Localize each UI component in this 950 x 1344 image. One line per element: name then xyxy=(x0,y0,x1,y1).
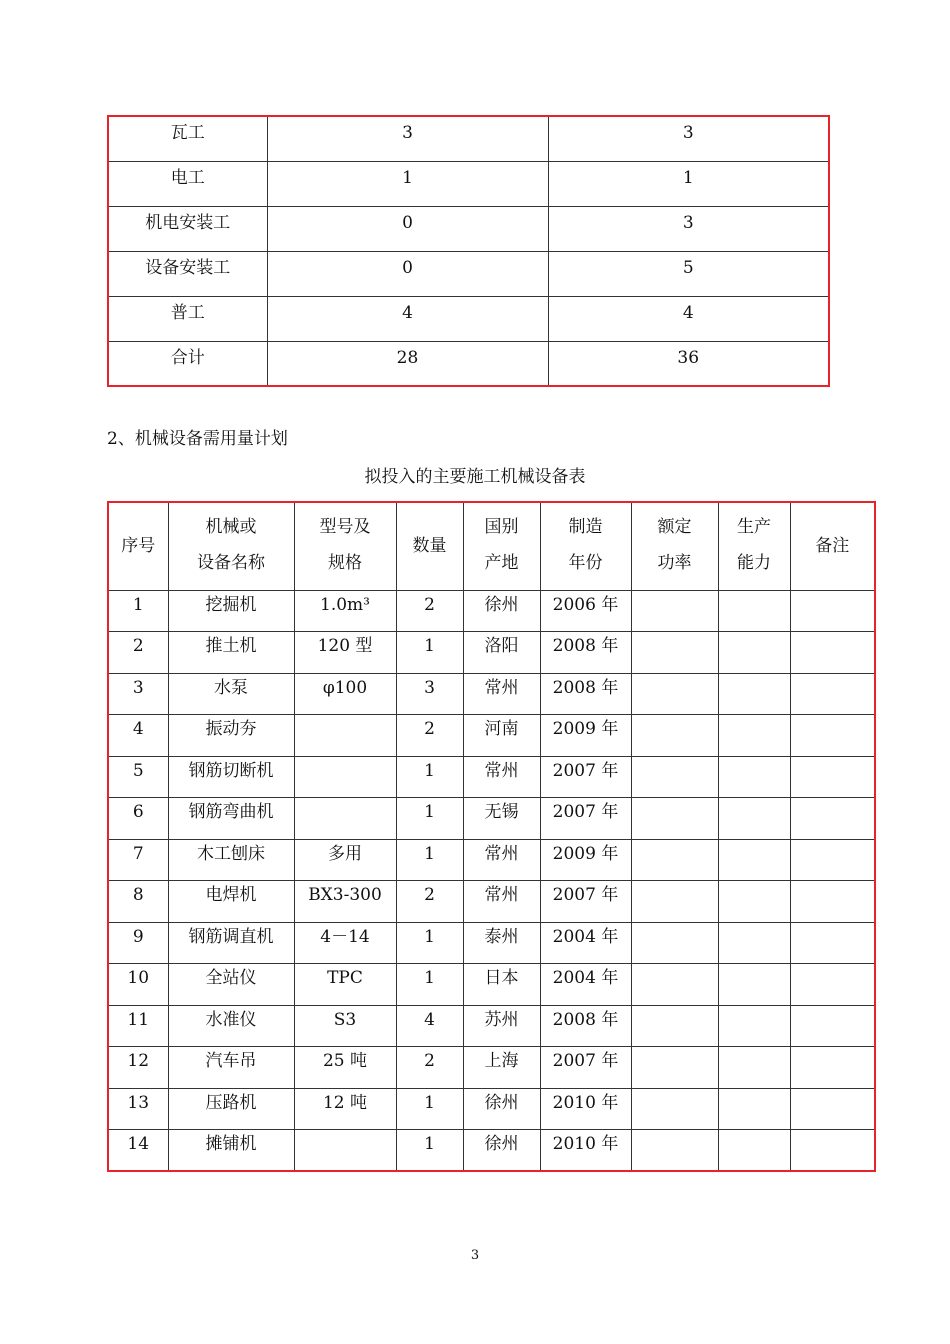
table-cell: 挖掘机 xyxy=(168,590,294,632)
table-cell xyxy=(718,1047,790,1089)
table-cell: 12 吨 xyxy=(294,1088,396,1130)
table-cell: 振动夯 xyxy=(168,715,294,757)
table-cell xyxy=(294,1130,396,1172)
table-cell xyxy=(631,715,718,757)
table-cell xyxy=(718,673,790,715)
table-cell: 1 xyxy=(396,1130,463,1172)
table-cell xyxy=(631,1005,718,1047)
table-cell: 9 xyxy=(108,922,168,964)
table-cell xyxy=(718,964,790,1006)
table-header-row xyxy=(108,502,875,590)
table-cell: 电工 xyxy=(108,161,267,206)
table-cell: 2008 年 xyxy=(540,632,631,674)
table-cell xyxy=(631,1088,718,1130)
table-cell: 1 xyxy=(396,922,463,964)
table-cell: φ100 xyxy=(294,673,396,715)
table-cell: 1 xyxy=(267,161,548,206)
table-cell: 36 xyxy=(548,341,829,386)
table-cell: 3 xyxy=(108,673,168,715)
table-row xyxy=(108,1130,875,1172)
table-cell: 8 xyxy=(108,881,168,923)
header-line: 设备名称 xyxy=(197,553,265,573)
table-cell xyxy=(790,1130,875,1172)
column-header xyxy=(396,502,463,590)
table-cell xyxy=(790,590,875,632)
table-cell: 苏州 xyxy=(463,1005,540,1047)
table-cell: 1.0m³ xyxy=(294,590,396,632)
table-cell: 2007 年 xyxy=(540,881,631,923)
table-cell: 徐州 xyxy=(463,590,540,632)
table-cell xyxy=(790,632,875,674)
section-heading: 2、机械设备需用量计划 xyxy=(107,429,288,449)
table-row xyxy=(108,964,875,1006)
table-row xyxy=(108,251,829,296)
table-cell: 2007 年 xyxy=(540,1047,631,1089)
table-row xyxy=(108,756,875,798)
table-cell: 6 xyxy=(108,798,168,840)
header-line: 制造 xyxy=(568,517,603,537)
table-cell xyxy=(631,632,718,674)
table-row xyxy=(108,1088,875,1130)
table-cell: 钢筋调直机 xyxy=(168,922,294,964)
header-line: 型号及 xyxy=(319,517,371,537)
table-cell: 合计 xyxy=(108,341,267,386)
table-cell: 120 型 xyxy=(294,632,396,674)
table-row xyxy=(108,881,875,923)
table-cell: 5 xyxy=(108,756,168,798)
table-cell: 11 xyxy=(108,1005,168,1047)
column-header xyxy=(463,502,540,590)
table-cell xyxy=(631,922,718,964)
table-cell: 常州 xyxy=(463,756,540,798)
table-cell xyxy=(790,881,875,923)
table-cell xyxy=(631,1130,718,1172)
table-cell xyxy=(790,715,875,757)
table-cell: 2006 年 xyxy=(540,590,631,632)
table-cell: 2 xyxy=(396,881,463,923)
table-cell: 钢筋弯曲机 xyxy=(168,798,294,840)
table-cell: 洛阳 xyxy=(463,632,540,674)
page-number: 3 xyxy=(470,1248,480,1263)
table-cell: 4 xyxy=(108,715,168,757)
table-cell xyxy=(294,715,396,757)
column-header xyxy=(294,502,396,590)
table-cell xyxy=(718,798,790,840)
header-line: 备注 xyxy=(815,536,850,557)
table-cell: 4 xyxy=(548,296,829,341)
header-line: 产地 xyxy=(484,553,519,573)
table-cell xyxy=(790,673,875,715)
table-cell xyxy=(790,1088,875,1130)
table-cell: 河南 xyxy=(463,715,540,757)
table-cell: 2007 年 xyxy=(540,756,631,798)
table-cell: 钢筋切断机 xyxy=(168,756,294,798)
table-caption: 拟投入的主要施工机械设备表 xyxy=(364,467,586,487)
table-cell: 13 xyxy=(108,1088,168,1130)
table-cell xyxy=(631,964,718,1006)
table-cell: 瓦工 xyxy=(108,116,267,161)
table-cell: 0 xyxy=(267,251,548,296)
equipment-table xyxy=(107,501,876,1172)
table-cell: 0 xyxy=(267,206,548,251)
table-cell xyxy=(718,881,790,923)
table-cell: 上海 xyxy=(463,1047,540,1089)
table-cell xyxy=(631,673,718,715)
table-cell: 5 xyxy=(548,251,829,296)
table-cell xyxy=(631,590,718,632)
table-cell: 水准仪 xyxy=(168,1005,294,1047)
table-row xyxy=(108,1047,875,1089)
table-cell: 1 xyxy=(396,632,463,674)
table-cell: 汽车吊 xyxy=(168,1047,294,1089)
table-cell: 摊铺机 xyxy=(168,1130,294,1172)
table-cell: 1 xyxy=(396,839,463,881)
table-cell: 常州 xyxy=(463,673,540,715)
table-row xyxy=(108,798,875,840)
table-cell: 机电安装工 xyxy=(108,206,267,251)
table-cell: 日本 xyxy=(463,964,540,1006)
table-cell: 普工 xyxy=(108,296,267,341)
table-cell: 常州 xyxy=(463,881,540,923)
table-cell xyxy=(631,881,718,923)
table-cell: 2010 年 xyxy=(540,1130,631,1172)
column-header xyxy=(631,502,718,590)
table-cell xyxy=(718,922,790,964)
table-cell: 1 xyxy=(108,590,168,632)
table-cell xyxy=(790,798,875,840)
table-cell: 12 xyxy=(108,1047,168,1089)
column-header xyxy=(540,502,631,590)
header-line: 能力 xyxy=(737,553,771,573)
table-row xyxy=(108,206,829,251)
table-cell: 泰州 xyxy=(463,922,540,964)
table-cell xyxy=(718,756,790,798)
table-cell: S3 xyxy=(294,1005,396,1047)
table-cell: 多用 xyxy=(294,839,396,881)
table-row xyxy=(108,161,829,206)
header-line: 数量 xyxy=(412,536,447,557)
table-cell: TPC xyxy=(294,964,396,1006)
table-row xyxy=(108,116,829,161)
table-cell xyxy=(294,756,396,798)
table-cell xyxy=(631,839,718,881)
table-cell xyxy=(631,756,718,798)
header-line: 年份 xyxy=(568,553,603,573)
table-cell xyxy=(790,756,875,798)
table-cell xyxy=(718,1005,790,1047)
table-cell: 2 xyxy=(396,715,463,757)
table-cell: 4 xyxy=(267,296,548,341)
table-cell xyxy=(294,798,396,840)
table-cell: 2009 年 xyxy=(540,715,631,757)
table-row xyxy=(108,839,875,881)
table-cell: 10 xyxy=(108,964,168,1006)
table-cell: 3 xyxy=(396,673,463,715)
table-cell: 1 xyxy=(548,161,829,206)
table-cell: 2008 年 xyxy=(540,673,631,715)
header-line: 机械或 xyxy=(205,517,257,537)
table-cell: 2 xyxy=(396,590,463,632)
table-cell xyxy=(718,1130,790,1172)
table-row xyxy=(108,922,875,964)
table-cell: 设备安装工 xyxy=(108,251,267,296)
table-row xyxy=(108,1005,875,1047)
table-cell: 7 xyxy=(108,839,168,881)
table-cell: 2 xyxy=(396,1047,463,1089)
header-line: 功率 xyxy=(657,553,692,573)
table-cell: 1 xyxy=(396,756,463,798)
table-cell: 25 吨 xyxy=(294,1047,396,1089)
table-cell xyxy=(718,590,790,632)
table-cell: 4 xyxy=(396,1005,463,1047)
table-cell xyxy=(790,922,875,964)
table-cell: 推土机 xyxy=(168,632,294,674)
table-row xyxy=(108,673,875,715)
table-cell: 2007 年 xyxy=(540,798,631,840)
table-cell xyxy=(718,632,790,674)
table-cell: 2004 年 xyxy=(540,922,631,964)
table-cell xyxy=(718,839,790,881)
table-cell: 水泵 xyxy=(168,673,294,715)
table-cell xyxy=(790,839,875,881)
table-cell: 2010 年 xyxy=(540,1088,631,1130)
table-cell: 1 xyxy=(396,964,463,1006)
header-line: 生产 xyxy=(737,517,771,537)
table-cell: 电焊机 xyxy=(168,881,294,923)
table-cell: 3 xyxy=(548,116,829,161)
column-header xyxy=(790,502,875,590)
table-cell: 无锡 xyxy=(463,798,540,840)
header-line: 序号 xyxy=(121,536,156,557)
workers-table xyxy=(107,115,830,387)
table-cell: 全站仪 xyxy=(168,964,294,1006)
table-cell xyxy=(631,1047,718,1089)
table-row xyxy=(108,632,875,674)
table-row xyxy=(108,715,875,757)
header-line: 规格 xyxy=(328,553,362,573)
table-cell: 3 xyxy=(267,116,548,161)
column-header xyxy=(718,502,790,590)
header-line: 额定 xyxy=(657,517,692,537)
table-cell xyxy=(718,1088,790,1130)
table-row xyxy=(108,590,875,632)
table-cell xyxy=(790,1047,875,1089)
table-row xyxy=(108,341,829,386)
table-cell: 2004 年 xyxy=(540,964,631,1006)
table-cell: 14 xyxy=(108,1130,168,1172)
table-cell: 2008 年 xyxy=(540,1005,631,1047)
table-cell: 1 xyxy=(396,798,463,840)
column-header xyxy=(168,502,294,590)
table-cell xyxy=(790,1005,875,1047)
table-cell: 压路机 xyxy=(168,1088,294,1130)
table-cell: 1 xyxy=(396,1088,463,1130)
table-row xyxy=(108,296,829,341)
table-cell: 28 xyxy=(267,341,548,386)
table-cell: 徐州 xyxy=(463,1130,540,1172)
table-cell xyxy=(790,964,875,1006)
table-cell: 4－14 xyxy=(294,922,396,964)
table-cell xyxy=(631,798,718,840)
table-cell: 徐州 xyxy=(463,1088,540,1130)
table-cell: 2009 年 xyxy=(540,839,631,881)
table-cell: 2 xyxy=(108,632,168,674)
table-cell: 3 xyxy=(548,206,829,251)
table-cell xyxy=(718,715,790,757)
table-cell: BX3-300 xyxy=(294,881,396,923)
header-line: 国别 xyxy=(484,517,519,537)
column-header xyxy=(108,502,168,590)
table-cell: 木工刨床 xyxy=(168,839,294,881)
table-cell: 常州 xyxy=(463,839,540,881)
